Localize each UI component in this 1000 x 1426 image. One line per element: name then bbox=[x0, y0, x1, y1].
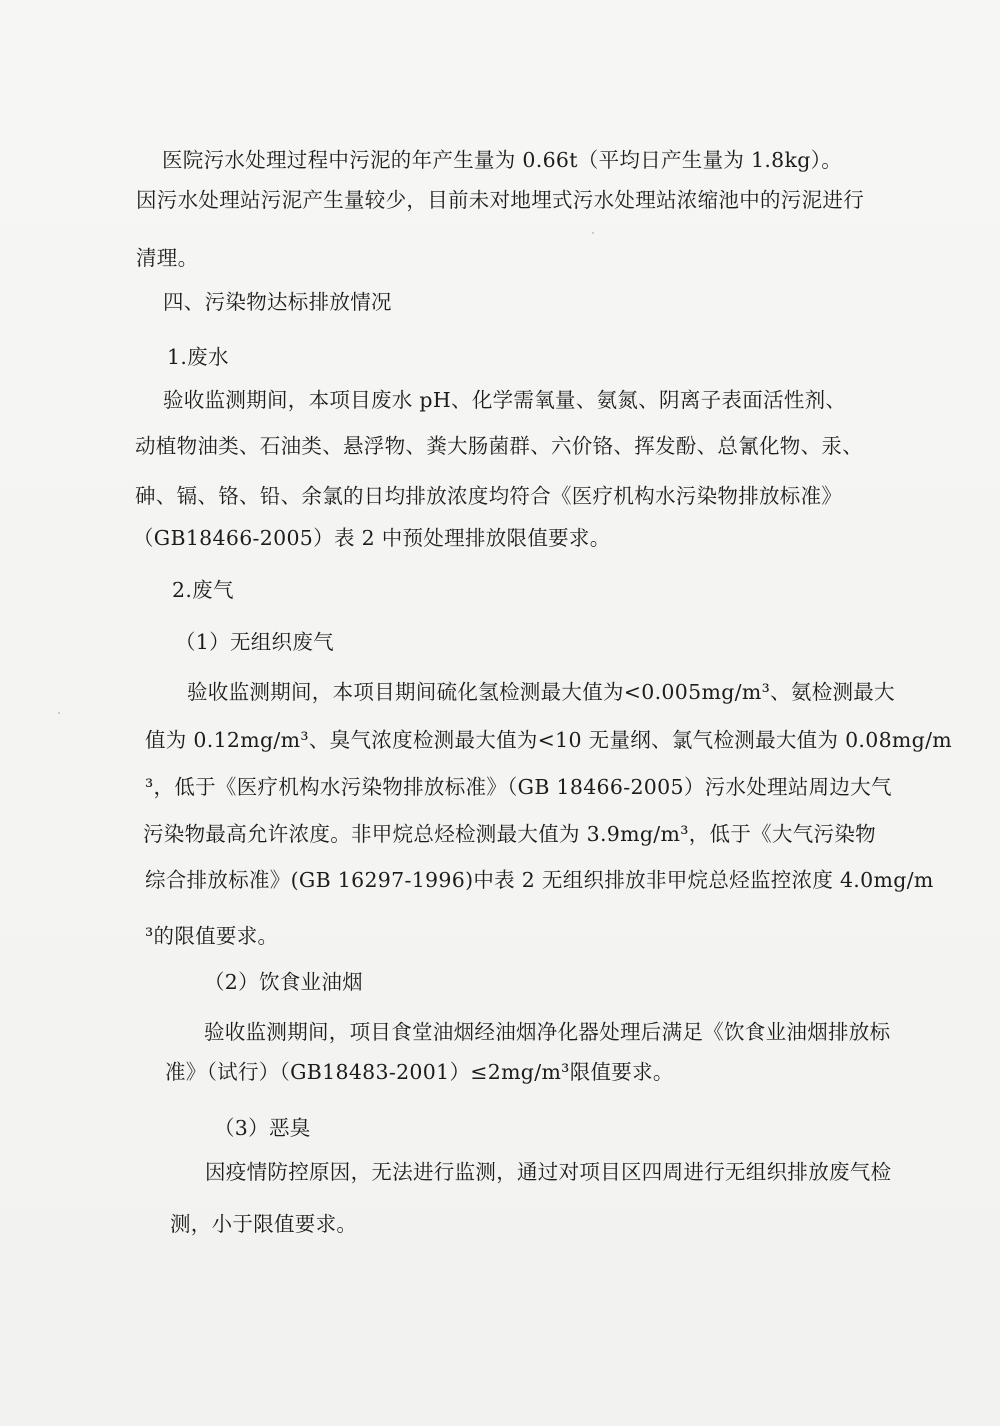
subheading-waste-gas: 2.废气 bbox=[172, 578, 234, 602]
scan-speck bbox=[592, 232, 594, 234]
text-line-wastewater-3: 砷、镉、铬、铅、余氯的日均排放浓度均符合《医疗机构水污染物排放标准》 bbox=[135, 484, 843, 508]
text-line-fugitive-4: 污染物最高允许浓度。非甲烷总烃检测最大值为 3.9mg/m³，低于《大气污染物 bbox=[143, 822, 876, 846]
text-line-sludge-reason: 因污水处理站污泥产生量较少，目前未对地埋式污水处理站浓缩池中的污泥进行 bbox=[136, 188, 864, 212]
text-line-wastewater-1: 验收监测期间，本项目废水 pH、化学需氧量、氨氮、阴离子表面活性剂、 bbox=[163, 388, 847, 412]
text-line-fugitive-2: 值为 0.12mg/m³、臭气浓度检测最大值为<10 无量纲、氯气检测最大值为 0.08mg/m bbox=[145, 728, 953, 752]
text-line-fugitive-6: ³的限值要求。 bbox=[145, 924, 279, 948]
scan-speck bbox=[58, 712, 60, 714]
text-line-fumes-2: 准》（试行）（GB18483-2001）≤2mg/m³限值要求。 bbox=[165, 1060, 674, 1084]
section-heading-pollutant-discharge: 四、污染物达标排放情况 bbox=[163, 290, 392, 314]
subheading-fugitive-gas: （1）无组织废气 bbox=[175, 630, 334, 654]
subheading-cooking-fumes: （2）饮食业油烟 bbox=[204, 970, 363, 994]
text-line-fugitive-3: ³，低于《医疗机构水污染物排放标准》（GB 18466-2005）污水处理站周边大气 bbox=[145, 775, 892, 799]
text-line-sludge-output: 医院污水处理过程中污泥的年产生量为 0.66t（平均日产生量为 1.8kg）。 bbox=[162, 148, 843, 172]
text-line-odor-1: 因疫情防控原因，无法进行监测，通过对项目区四周进行无组织排放废气检 bbox=[205, 1160, 892, 1184]
text-line-wastewater-4: （GB18466-2005）表 2 中预处理排放限值要求。 bbox=[133, 526, 611, 550]
text-line-fugitive-5: 综合排放标准》(GB 16297-1996)中表 2 无组织排放非甲烷总烃监控浓度 4.0mg/m bbox=[145, 868, 934, 892]
subheading-wastewater: 1.废水 bbox=[167, 345, 229, 369]
text-line-wastewater-2: 动植物油类、石油类、悬浮物、粪大肠菌群、六价铬、挥发酚、总氰化物、汞、 bbox=[135, 434, 863, 458]
text-line-fumes-1: 验收监测期间，项目食堂油烟经油烟净化器处理后满足《饮食业油烟排放标 bbox=[204, 1020, 891, 1044]
text-line-cleanup: 清理。 bbox=[136, 246, 199, 270]
subheading-odor: （3）恶臭 bbox=[214, 1116, 311, 1140]
text-line-fugitive-1: 验收监测期间，本项目期间硫化氢检测最大值为<0.005mg/m³、氨检测最大 bbox=[187, 680, 895, 704]
text-line-odor-2: 测，小于限值要求。 bbox=[170, 1212, 358, 1236]
